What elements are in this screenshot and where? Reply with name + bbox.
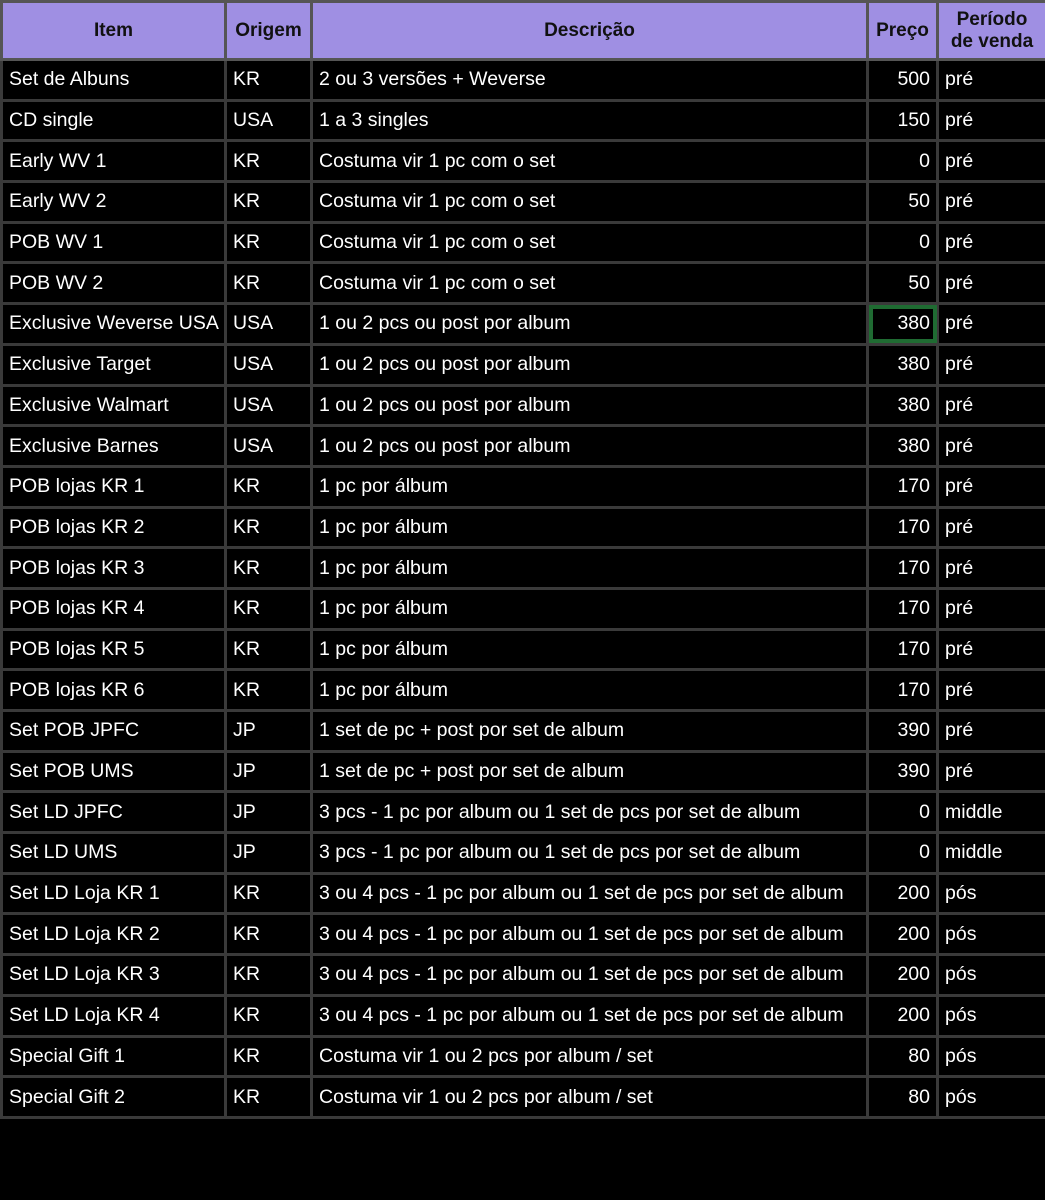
table-row xyxy=(2,426,1045,467)
cell-preco[interactable]: 150 xyxy=(868,100,938,141)
cell-periodo[interactable]: pós xyxy=(938,955,1045,996)
cell-preco[interactable]: 200 xyxy=(868,873,938,914)
cell-preco[interactable]: 170 xyxy=(868,507,938,548)
cell-periodo[interactable]: pré xyxy=(938,548,1045,589)
cell-origem[interactable]: JP xyxy=(226,792,312,833)
cell-descricao[interactable]: 3 pcs - 1 pc por album ou 1 set de pcs por set de album xyxy=(312,833,868,874)
table-row xyxy=(2,955,1045,996)
table-row xyxy=(2,792,1045,833)
cell-descricao[interactable]: 1 a 3 singles xyxy=(312,100,868,141)
cell-preco[interactable]: 50 xyxy=(868,263,938,304)
cell-descricao[interactable]: 1 ou 2 pcs ou post por album xyxy=(312,426,868,467)
cell-descricao[interactable]: 1 pc por álbum xyxy=(312,548,868,589)
cell-preco[interactable]: 200 xyxy=(868,914,938,955)
cell-origem[interactable]: USA xyxy=(226,426,312,467)
column-header-periodo-line2: de venda xyxy=(950,30,1034,52)
table-row xyxy=(2,751,1045,792)
table-row xyxy=(2,1077,1045,1118)
cell-origem[interactable]: KR xyxy=(226,914,312,955)
cell-item[interactable]: CD single xyxy=(2,100,226,141)
cell-item[interactable]: Exclusive Target xyxy=(2,344,226,385)
cell-origem[interactable]: KR xyxy=(226,1077,312,1118)
cell-origem[interactable]: KR xyxy=(226,60,312,101)
cell-item[interactable]: Set LD JPFC xyxy=(2,792,226,833)
table-row xyxy=(2,670,1045,711)
cell-origem[interactable]: KR xyxy=(226,629,312,670)
cell-preco[interactable]: 380 xyxy=(868,426,938,467)
table-row xyxy=(2,100,1045,141)
cell-origem[interactable]: KR xyxy=(226,548,312,589)
table-row xyxy=(2,222,1045,263)
cell-preco[interactable]: 200 xyxy=(868,995,938,1036)
cell-item[interactable]: POB WV 2 xyxy=(2,263,226,304)
cell-origem[interactable]: KR xyxy=(226,466,312,507)
cell-periodo[interactable]: pré xyxy=(938,60,1045,101)
cell-item[interactable]: Set LD UMS xyxy=(2,833,226,874)
cell-origem[interactable]: KR xyxy=(226,507,312,548)
cell-periodo[interactable]: pós xyxy=(938,995,1045,1036)
cell-preco[interactable]: 200 xyxy=(868,955,938,996)
cell-origem[interactable]: KR xyxy=(226,873,312,914)
table-row xyxy=(2,1036,1045,1077)
cell-item[interactable]: Set LD Loja KR 4 xyxy=(2,995,226,1036)
cell-descricao[interactable]: 1 set de pc + post por set de album xyxy=(312,751,868,792)
cell-item[interactable]: POB lojas KR 5 xyxy=(2,629,226,670)
cell-preco[interactable]: 0 xyxy=(868,833,938,874)
column-header-item[interactable]: Item xyxy=(2,2,226,60)
table-row xyxy=(2,548,1045,589)
cell-preco[interactable]: 380 xyxy=(868,304,938,345)
cell-descricao[interactable]: 1 pc por álbum xyxy=(312,629,868,670)
cell-origem[interactable]: JP xyxy=(226,751,312,792)
cell-origem[interactable]: USA xyxy=(226,304,312,345)
cell-periodo[interactable]: pós xyxy=(938,1036,1045,1077)
cell-periodo[interactable]: pré xyxy=(938,507,1045,548)
table-body xyxy=(2,60,1045,1118)
cell-periodo[interactable]: pré xyxy=(938,263,1045,304)
table-row xyxy=(2,182,1045,223)
table-row xyxy=(2,833,1045,874)
cell-origem[interactable]: KR xyxy=(226,182,312,223)
cell-descricao[interactable]: Costuma vir 1 pc com o set xyxy=(312,222,868,263)
cell-descricao[interactable]: 1 ou 2 pcs ou post por album xyxy=(312,304,868,345)
column-header-origem[interactable]: Origem xyxy=(226,2,312,60)
cell-periodo[interactable]: pós xyxy=(938,1077,1045,1118)
cell-preco[interactable]: 80 xyxy=(868,1036,938,1077)
cell-descricao[interactable]: Costuma vir 1 ou 2 pcs por album / set xyxy=(312,1036,868,1077)
cell-descricao[interactable]: 2 ou 3 versões + Weverse xyxy=(312,60,868,101)
cell-item[interactable]: POB lojas KR 3 xyxy=(2,548,226,589)
cell-item[interactable]: Exclusive Barnes xyxy=(2,426,226,467)
cell-periodo[interactable]: middle xyxy=(938,833,1045,874)
cell-periodo[interactable]: pós xyxy=(938,914,1045,955)
cell-origem[interactable]: KR xyxy=(226,141,312,182)
cell-item[interactable]: Early WV 1 xyxy=(2,141,226,182)
cell-item[interactable]: Set POB JPFC xyxy=(2,711,226,752)
cell-descricao[interactable]: 3 ou 4 pcs - 1 pc por album ou 1 set de pcs por set de album xyxy=(312,995,868,1036)
cell-item[interactable]: Special Gift 2 xyxy=(2,1077,226,1118)
cell-origem[interactable]: JP xyxy=(226,833,312,874)
table-row xyxy=(2,873,1045,914)
cell-periodo[interactable]: pré xyxy=(938,222,1045,263)
cell-periodo[interactable]: pré xyxy=(938,100,1045,141)
cell-item[interactable]: Exclusive Walmart xyxy=(2,385,226,426)
table-row xyxy=(2,385,1045,426)
cell-descricao[interactable]: Costuma vir 1 pc com o set xyxy=(312,141,868,182)
cell-origem[interactable]: KR xyxy=(226,263,312,304)
table-row xyxy=(2,711,1045,752)
cell-item[interactable]: POB lojas KR 6 xyxy=(2,670,226,711)
cell-periodo[interactable]: pré xyxy=(938,670,1045,711)
cell-preco[interactable]: 170 xyxy=(868,466,938,507)
table-row xyxy=(2,507,1045,548)
table-row xyxy=(2,304,1045,345)
cell-preco[interactable]: 380 xyxy=(868,385,938,426)
cell-preco[interactable]: 80 xyxy=(868,1077,938,1118)
cell-preco[interactable]: 0 xyxy=(868,792,938,833)
cell-item[interactable]: POB WV 1 xyxy=(2,222,226,263)
column-header-preco[interactable]: Preço xyxy=(868,2,938,60)
cell-periodo[interactable]: pré xyxy=(938,588,1045,629)
cell-origem[interactable]: USA xyxy=(226,100,312,141)
cell-preco[interactable]: 390 xyxy=(868,711,938,752)
cell-item[interactable]: POB lojas KR 1 xyxy=(2,466,226,507)
cell-periodo[interactable]: middle xyxy=(938,792,1045,833)
cell-periodo[interactable]: pré xyxy=(938,385,1045,426)
cell-descricao[interactable]: 3 pcs - 1 pc por album ou 1 set de pcs por set de album xyxy=(312,792,868,833)
cell-origem[interactable]: KR xyxy=(226,222,312,263)
cell-origem[interactable]: KR xyxy=(226,955,312,996)
cell-descricao[interactable]: 1 pc por álbum xyxy=(312,588,868,629)
cell-item[interactable]: Set LD Loja KR 3 xyxy=(2,955,226,996)
cell-descricao[interactable]: 1 pc por álbum xyxy=(312,507,868,548)
cell-origem[interactable]: USA xyxy=(226,344,312,385)
cell-item[interactable]: Set LD Loja KR 1 xyxy=(2,873,226,914)
cell-descricao[interactable]: 1 pc por álbum xyxy=(312,466,868,507)
cell-preco[interactable]: 170 xyxy=(868,629,938,670)
table-row xyxy=(2,141,1045,182)
cell-periodo[interactable]: pré xyxy=(938,711,1045,752)
cell-descricao[interactable]: 3 ou 4 pcs - 1 pc por album ou 1 set de pcs por set de album xyxy=(312,955,868,996)
cell-preco[interactable]: 50 xyxy=(868,182,938,223)
cell-origem[interactable]: USA xyxy=(226,385,312,426)
cell-origem[interactable]: KR xyxy=(226,670,312,711)
cell-origem[interactable]: KR xyxy=(226,1036,312,1077)
cell-periodo[interactable]: pré xyxy=(938,629,1045,670)
cell-periodo[interactable]: pré xyxy=(938,182,1045,223)
cell-periodo[interactable]: pré xyxy=(938,466,1045,507)
cell-descricao[interactable]: 3 ou 4 pcs - 1 pc por album ou 1 set de pcs por set de album xyxy=(312,873,868,914)
cell-descricao[interactable]: 1 ou 2 pcs ou post por album xyxy=(312,344,868,385)
cell-preco[interactable]: 170 xyxy=(868,670,938,711)
cell-preco[interactable]: 170 xyxy=(868,548,938,589)
cell-periodo[interactable]: pré xyxy=(938,141,1045,182)
cell-descricao[interactable]: 1 set de pc + post por set de album xyxy=(312,711,868,752)
cell-descricao[interactable]: Costuma vir 1 ou 2 pcs por album / set xyxy=(312,1077,868,1118)
table-row xyxy=(2,344,1045,385)
cell-periodo[interactable]: pré xyxy=(938,344,1045,385)
table-row xyxy=(2,466,1045,507)
cell-descricao[interactable]: Costuma vir 1 pc com o set xyxy=(312,182,868,223)
table-row xyxy=(2,914,1045,955)
cell-preco[interactable]: 0 xyxy=(868,141,938,182)
table-row xyxy=(2,995,1045,1036)
cell-item[interactable]: Set LD Loja KR 2 xyxy=(2,914,226,955)
cell-origem[interactable]: KR xyxy=(226,995,312,1036)
cell-item[interactable]: Early WV 2 xyxy=(2,182,226,223)
column-header-periodo[interactable] xyxy=(938,2,1045,60)
cell-preco[interactable]: 0 xyxy=(868,222,938,263)
cell-periodo[interactable]: pré xyxy=(938,304,1045,345)
column-header-periodo-line1: Período xyxy=(956,8,1028,30)
cell-descricao[interactable]: 3 ou 4 pcs - 1 pc por album ou 1 set de pcs por set de album xyxy=(312,914,868,955)
cell-item[interactable]: POB lojas KR 2 xyxy=(2,507,226,548)
table-row xyxy=(2,60,1045,101)
cell-preco[interactable]: 390 xyxy=(868,751,938,792)
cell-periodo[interactable]: pré xyxy=(938,751,1045,792)
cell-periodo[interactable]: pós xyxy=(938,873,1045,914)
cell-item[interactable]: Exclusive Weverse USA xyxy=(2,304,226,345)
cell-origem[interactable]: KR xyxy=(226,588,312,629)
cell-descricao[interactable]: Costuma vir 1 pc com o set xyxy=(312,263,868,304)
cell-item[interactable]: Set POB UMS xyxy=(2,751,226,792)
column-header-descricao[interactable]: Descrição xyxy=(312,2,868,60)
table-row xyxy=(2,263,1045,304)
header-row xyxy=(2,2,1045,60)
table-row xyxy=(2,629,1045,670)
table-row xyxy=(2,588,1045,629)
cell-item[interactable]: Special Gift 1 xyxy=(2,1036,226,1077)
cell-item[interactable]: Set de Albuns xyxy=(2,60,226,101)
cell-preco[interactable]: 500 xyxy=(868,60,938,101)
cell-preco[interactable]: 380 xyxy=(868,344,938,385)
cell-origem[interactable]: JP xyxy=(226,711,312,752)
cell-periodo[interactable]: pré xyxy=(938,426,1045,467)
cell-descricao[interactable]: 1 ou 2 pcs ou post por album xyxy=(312,385,868,426)
cell-preco[interactable]: 170 xyxy=(868,588,938,629)
cell-item[interactable]: POB lojas KR 4 xyxy=(2,588,226,629)
cell-descricao[interactable]: 1 pc por álbum xyxy=(312,670,868,711)
